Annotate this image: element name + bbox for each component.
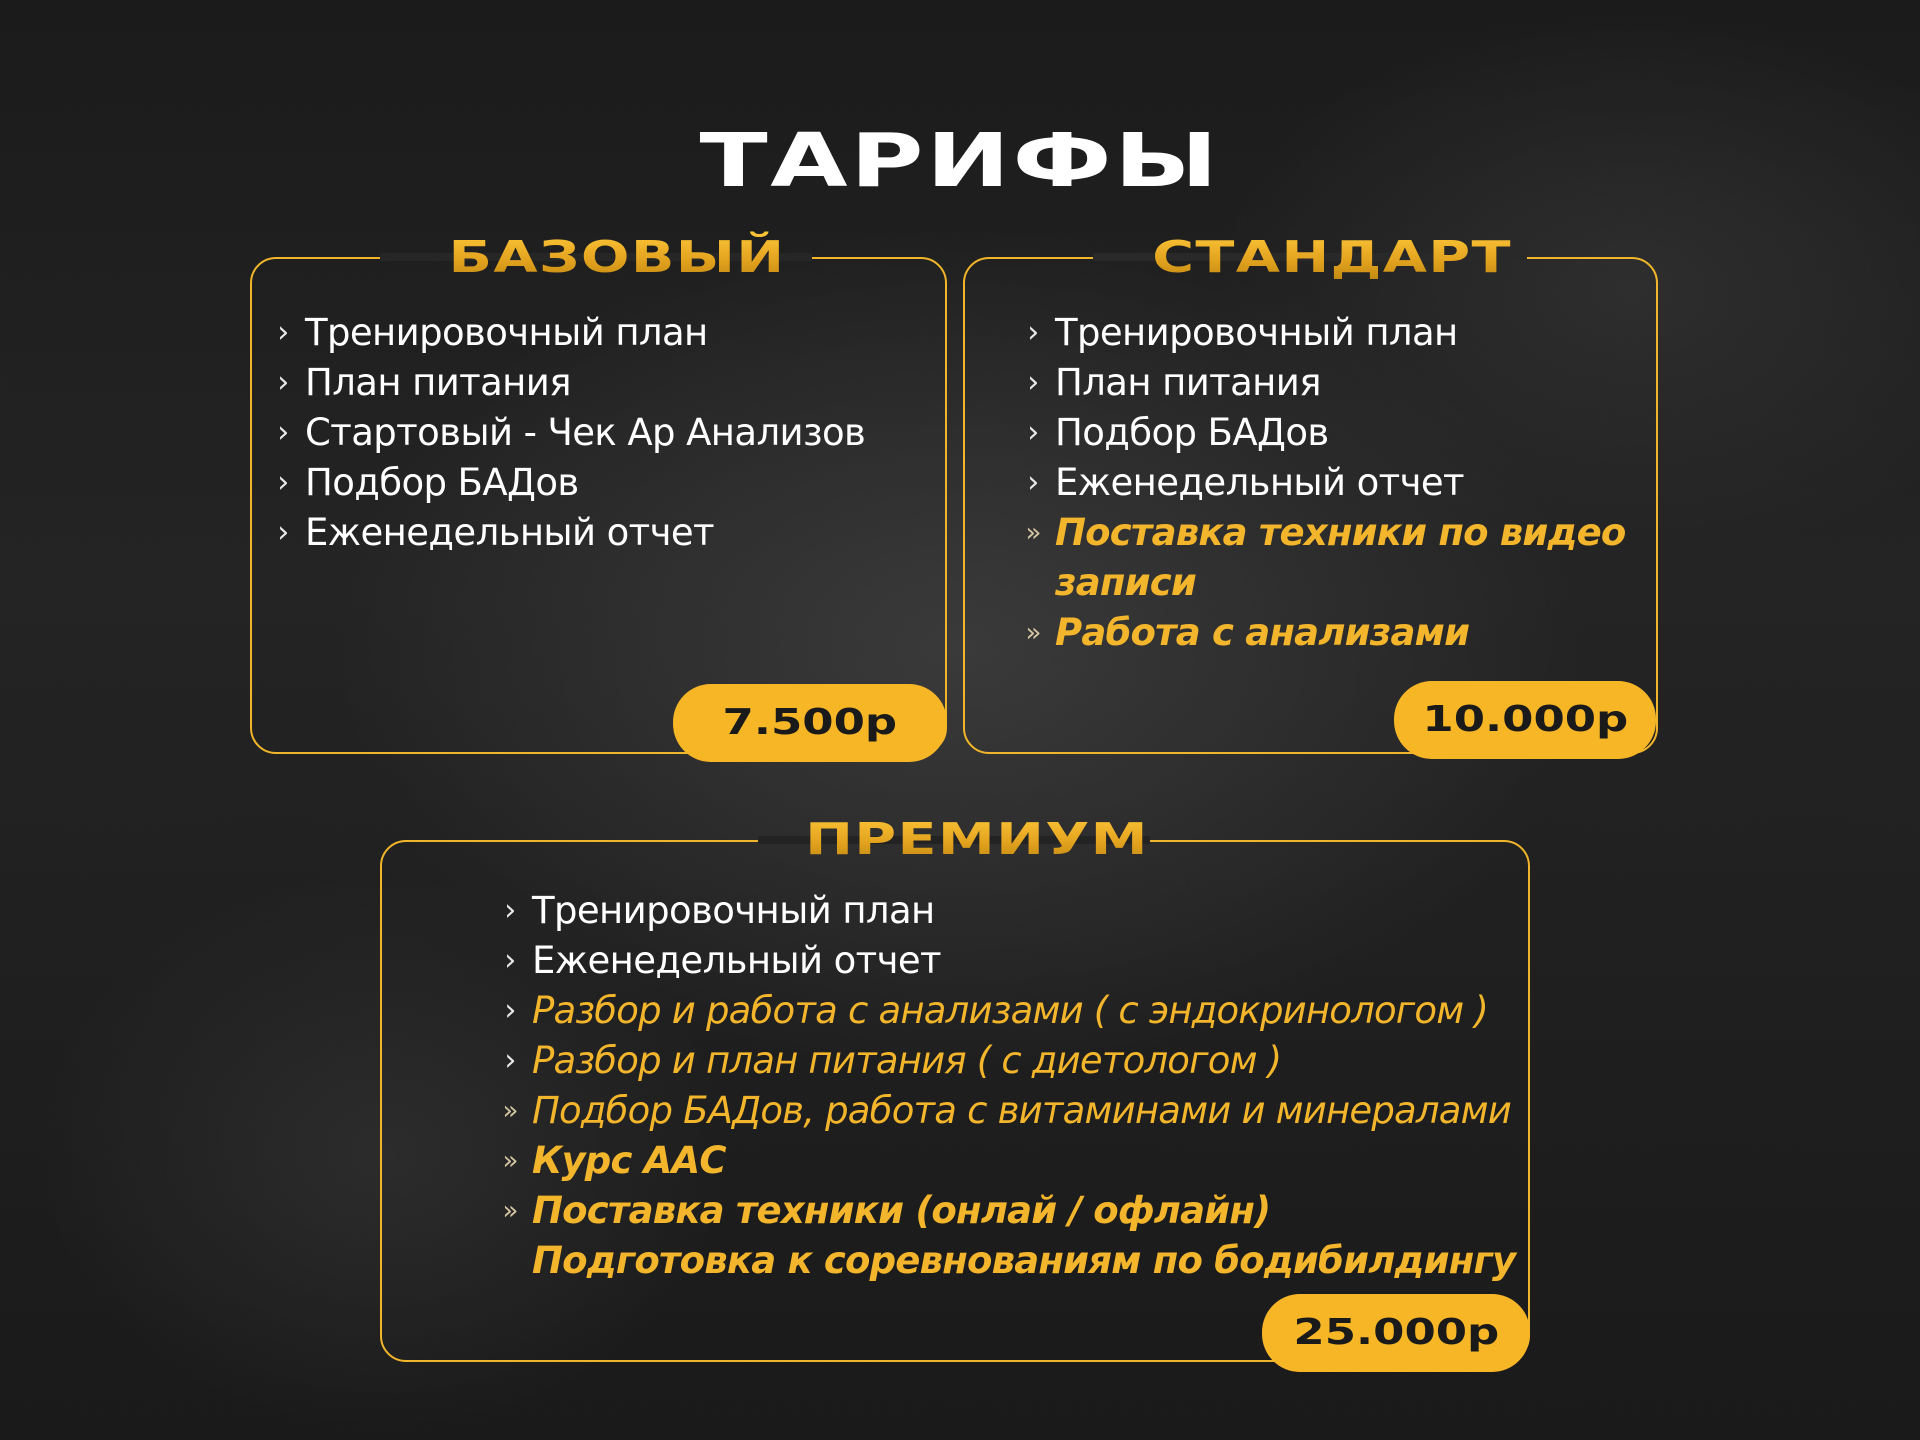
feature-item-highlight: записи — [1055, 561, 1197, 604]
double-chevron-right-icon: » — [502, 1196, 518, 1226]
chevron-right-icon: › — [504, 943, 516, 978]
chevron-right-icon: › — [277, 515, 289, 550]
feature-item: › Еженедельный отчет — [305, 508, 865, 558]
feature-item: › Тренировочный план — [305, 308, 865, 358]
plan-title-basic: БАЗОВЫЙ — [335, 230, 899, 286]
feature-list-standard — [1025, 308, 1626, 658]
chevron-right-icon: › — [277, 365, 289, 400]
price-badge-premium: 25.000р — [1262, 1294, 1530, 1372]
chevron-right-icon: › — [1027, 415, 1039, 450]
page-title: ТАРИФЫ — [699, 118, 1221, 204]
feature-item: › Стартовый - Чек Ар Анализов — [305, 408, 865, 458]
feature-item-highlight: » Курс ААС — [532, 1136, 1515, 1186]
feature-item-highlight: » Подбор БАДов, работа с витаминами и минералами — [532, 1086, 1515, 1136]
chevron-right-icon: › — [504, 893, 516, 928]
chevron-right-icon: › — [1027, 315, 1039, 350]
chevron-right-icon: › — [504, 993, 516, 1028]
chevron-right-icon: › — [1027, 465, 1039, 500]
plan-title-premium: ПРЕМИУМ — [721, 812, 1233, 868]
chevron-right-icon: › — [504, 1043, 516, 1078]
chevron-right-icon: › — [277, 415, 289, 450]
feature-item-highlight: » Поставка техники по видео — [1055, 508, 1626, 558]
feature-item: › Тренировочный план — [1055, 308, 1626, 358]
feature-item: › Подбор БАДов — [305, 458, 865, 508]
feature-list-basic — [277, 308, 866, 558]
feature-item-highlight: › Разбор и план питания ( с диетологом ) — [532, 1036, 1515, 1086]
double-chevron-right-icon: » — [1025, 518, 1041, 548]
feature-item: › Еженедельный отчет — [1055, 458, 1626, 508]
feature-item-highlight: » Работа с анализами — [1055, 608, 1626, 658]
feature-item-highlight: Подготовка к соревнованиям по бодибилдингу — [532, 1239, 1516, 1282]
double-chevron-right-icon: » — [1025, 618, 1041, 648]
double-chevron-right-icon: » — [502, 1096, 518, 1126]
feature-list-premium — [502, 886, 1516, 1286]
plan-title-standard: СТАНДАРТ — [1043, 230, 1620, 286]
double-chevron-right-icon: » — [502, 1146, 518, 1176]
feature-item: › План питания — [305, 358, 865, 408]
feature-item-highlight: » Поставка техники (онлай / офлайн) — [532, 1186, 1515, 1236]
price-badge-standard: 10.000р — [1394, 681, 1656, 759]
chevron-right-icon: › — [277, 465, 289, 500]
chevron-right-icon: › — [1027, 365, 1039, 400]
price-badge-basic: 7.500р — [673, 684, 947, 762]
chevron-right-icon: › — [277, 315, 289, 350]
feature-item: › План питания — [1055, 358, 1626, 408]
feature-item: › Подбор БАДов — [1055, 408, 1626, 458]
feature-item: › Еженедельный отчет — [532, 936, 1515, 986]
feature-item-highlight: › Разбор и работа с анализами ( с эндокринологом ) — [532, 986, 1515, 1036]
feature-item: › Тренировочный план — [532, 886, 1515, 936]
